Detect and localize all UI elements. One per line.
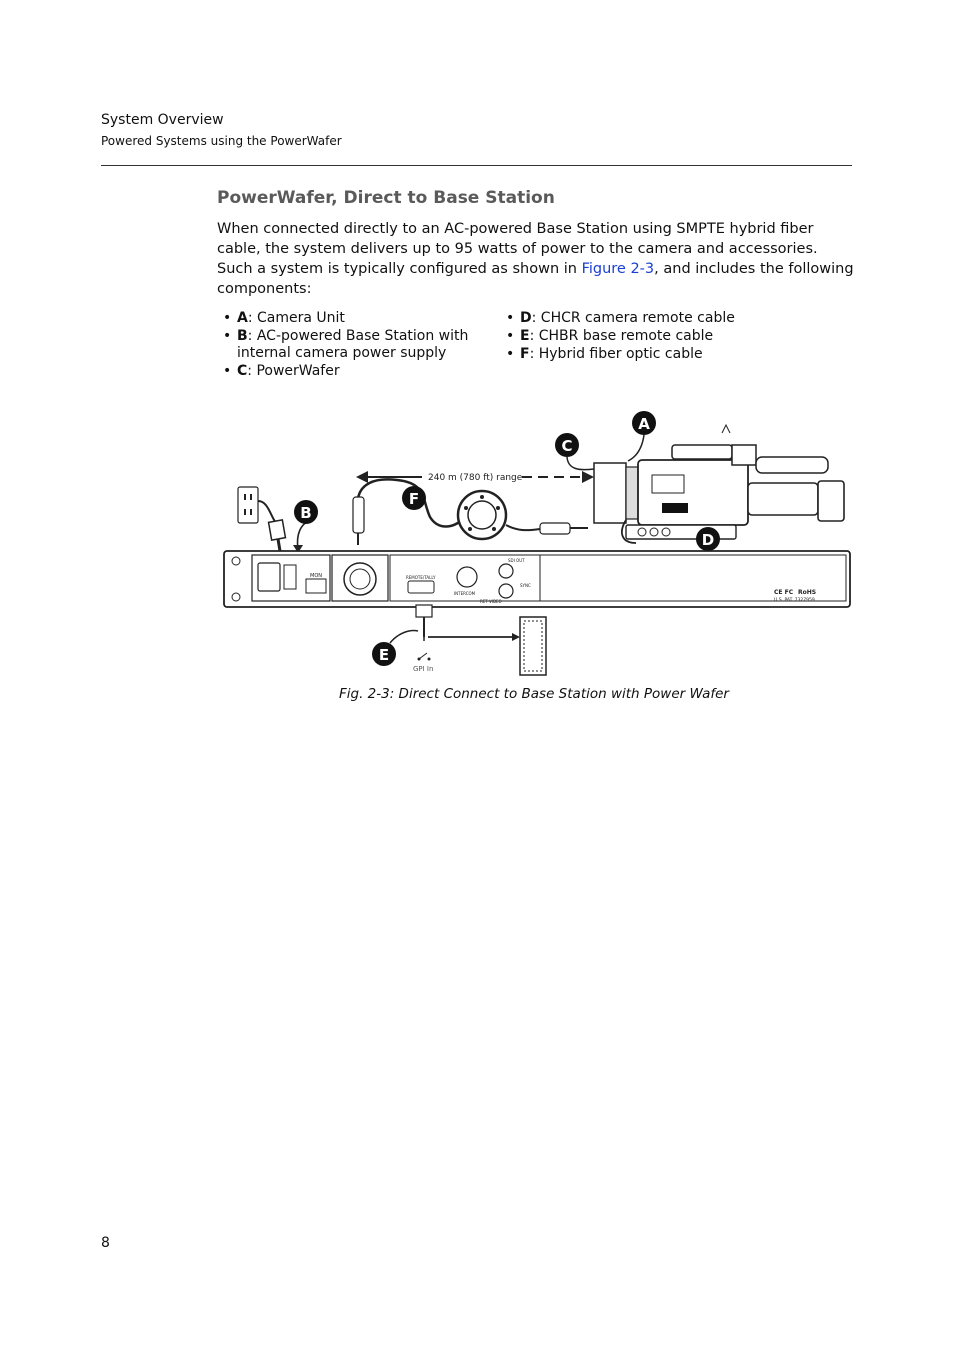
range-indicator — [356, 471, 594, 483]
callout-e — [372, 642, 396, 666]
callout-d — [696, 527, 720, 551]
list-item: • B: AC-powered Base Station with internal camera power supply — [219, 328, 489, 362]
list-item: • D: CHCR camera remote cable — [502, 310, 782, 327]
svg-text:MON: MON — [310, 573, 322, 579]
camera-unit-illustration — [594, 425, 844, 539]
svg-text:RET VIDEO: RET VIDEO — [480, 599, 502, 604]
callout-f — [402, 486, 426, 510]
component-list-left — [219, 310, 489, 381]
component-list-right — [502, 310, 782, 364]
svg-text:INTERCOM: INTERCOM — [454, 591, 476, 596]
svg-text:SYNC: SYNC — [520, 583, 531, 588]
svg-text:C: C — [561, 437, 573, 455]
svg-text:U.S. PAT. 7327959: U.S. PAT. 7327959 — [774, 598, 815, 603]
running-header-section: System Overview — [101, 112, 224, 128]
paragraph-text-start: When connected directly to an AC-powered Base Station using SMPTE hybrid fiber cable, the system delivers up to 95 watts of power to the camera and accessories. Such a system is typically configured as shown in — [217, 221, 818, 277]
base-remote-cable — [390, 605, 546, 675]
wall-outlet-icon — [238, 487, 258, 523]
svg-text:E: E — [378, 646, 390, 664]
callout-a — [632, 411, 656, 435]
list-item: • C: PowerWafer — [219, 363, 489, 380]
fiber-cable — [353, 479, 588, 545]
svg-text:240 m (780 ft) range: 240 m (780 ft) range — [428, 473, 523, 483]
svg-text:SDI OUT: SDI OUT — [508, 558, 525, 563]
list-item: • E: CHBR base remote cable — [502, 328, 782, 345]
page-number: 8 — [101, 1235, 110, 1251]
base-station-rear-panel — [224, 551, 850, 607]
header-rule — [101, 165, 852, 166]
callout-b — [294, 500, 318, 524]
svg-text:A: A — [638, 415, 650, 433]
running-header-subsection: Powered Systems using the PowerWafer — [101, 134, 342, 148]
svg-text:REMOTE/TALLY: REMOTE/TALLY — [406, 575, 436, 580]
intro-paragraph — [217, 219, 857, 299]
callout-c — [555, 433, 579, 457]
paragraph-text-end: , and includes the following components: — [217, 261, 854, 297]
list-item: • A: Camera Unit — [219, 310, 489, 327]
svg-text:F: F — [408, 490, 420, 508]
power-arrow — [298, 520, 312, 549]
svg-text:B: B — [300, 504, 312, 522]
figure-link[interactable]: Figure 2-3 — [581, 261, 655, 277]
list-item: • F: Hybrid fiber optic cable — [502, 346, 782, 363]
svg-text:CE FC: CE FC — [774, 589, 794, 596]
svg-text:GPI In: GPI In — [413, 665, 434, 673]
svg-text:RoHS: RoHS — [798, 589, 817, 596]
svg-text:D: D — [701, 531, 715, 549]
power-plug-icon — [258, 501, 285, 551]
connection-diagram — [222, 405, 856, 690]
figure-caption: Fig. 2-3: Direct Connect to Base Station with Power Wafer — [339, 686, 729, 702]
section-heading: PowerWafer, Direct to Base Station — [217, 188, 555, 208]
